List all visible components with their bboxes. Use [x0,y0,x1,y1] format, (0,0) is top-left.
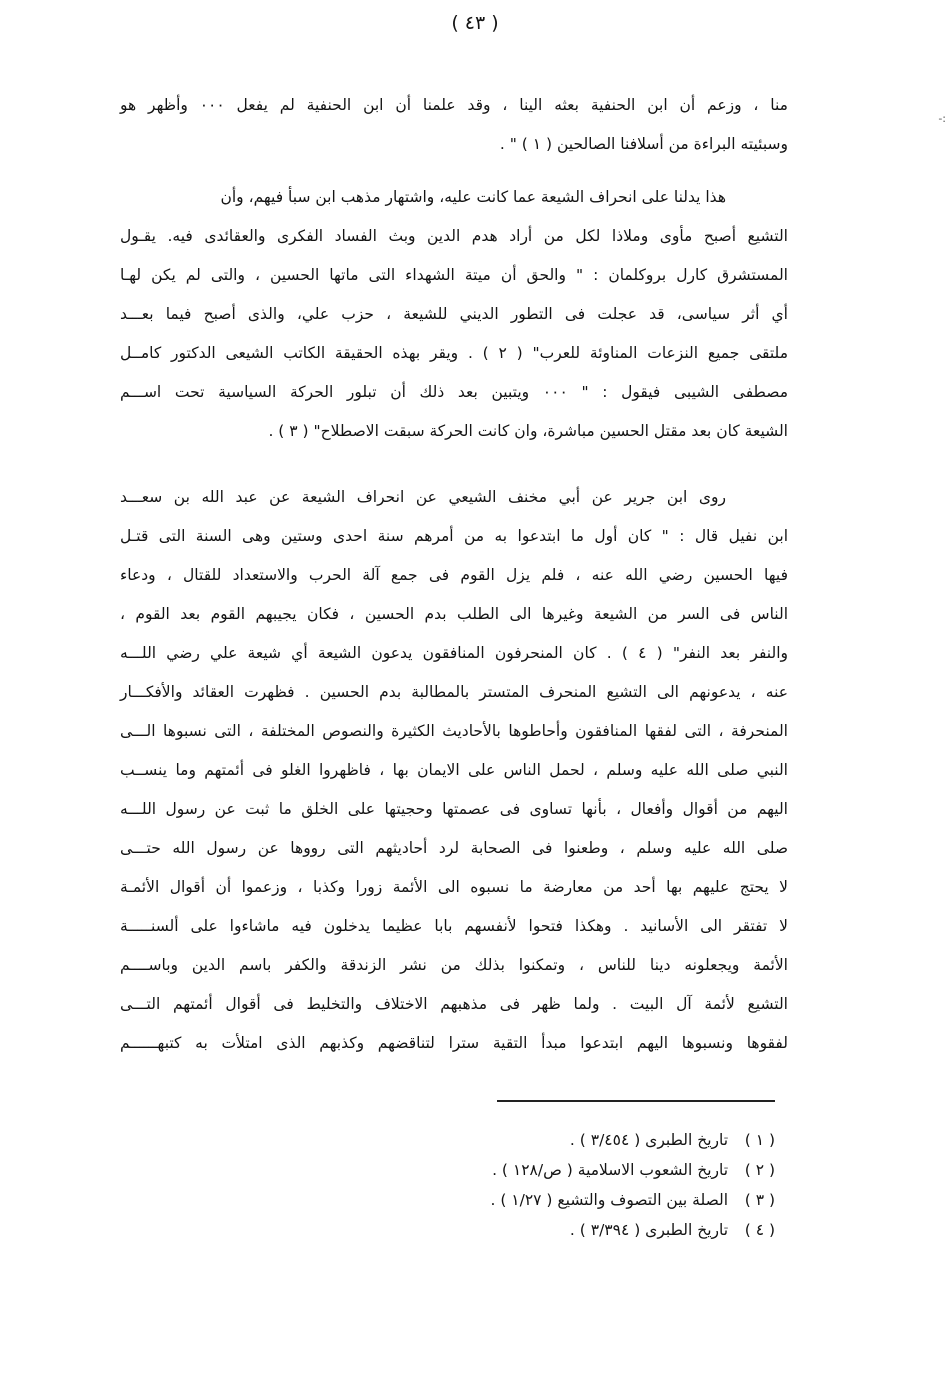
text-line: الشيعة كان بعد مقتل الحسين مباشرة، وان كانت الحركة سبقت الاصطلاح" ( ٣ ) . [268,422,788,440]
paragraph-1 [120,86,788,164]
text-line: صلى الله عليه وسلم ، وطعنوا فى الصحابة لرد أحاديثهم التى رووها عن رسول الله حتـــى [120,839,788,857]
text-line: مصطفى الشيبى فيقول : " ٠٠٠ ويتبين بعد ذلك أن تبلور الحركة السياسية تحت اســـم [120,383,788,401]
page-number: ( ٤٣ ) [451,12,499,34]
paragraph-2 [120,178,788,451]
text-line: ملتقى جميع النزعات المناوئة للعرب" ( ٢ ) . ويقر بهذه الحقيقة الكاتب الشيعى الدكتور كامــل [120,344,788,362]
text-line: النبي صلى الله عليه وسلم ، لحمل الناس على الايمان بها ، فاظهروا الغلو فى أئمتهم وما ينســب [120,761,788,779]
text-line: روى ابن جرير عن أبي مخنف الشيعي عن انحراف الشيعة عن عبد الله بن سعـــد [120,488,726,506]
footnotes [300,1125,775,1245]
text-line: لا تفتقر الى الأسانيد . وهكذا فتحوا لأنفسهم بابا عظيما يدخلون فيه ماشاءوا على ألسنـــــة [120,917,788,935]
text-line: لا يحتج عليهم بها أحد من معارضة ما نسبوه الى الأئمة زورا وكذبا ، وزعموا أن أقوال الأئمـة [120,878,788,896]
footnote-text: الصلة بين التصوف والتشيع ( ١/٢٧ ) . [490,1191,729,1209]
text-line: لفقوها ونسبوها اليهم ابتدعوا مبدأ التقية سترا لتناقضهم وكذبهم الذى امتلأت به كتبهــــــم [120,1034,788,1052]
text-line: والنفر بعد النفر" ( ٤ ) . كان المنحرفون المنافقون يدعون الشيعة أي شيعة علي رضي اللـــه [120,644,788,662]
text-line: هذا يدلنا على انحراف الشيعة عما كانت عليه، واشتهار مذهب ابن سبأ فيهم، وأن [220,188,726,206]
margin-mark: -: [938,112,946,125]
footnote-item [300,1125,775,1155]
text-line: أي أثر سياسى، قد عجلت فى التطور الديني للشيعة ، حزب علي، والذى أصبح فيما بعـــد [120,305,788,323]
footnote-item [300,1185,775,1215]
text-line: ابن نفيل قال : " كان أول ما ابتدعوا به من أمرهم سنة احدى وستين وهى السنة التى قتـل [120,527,788,545]
text-line: المستشرق كارل بروكلمان : " والحق أن ميتة الشهداء التى ماتها الحسين ، والتى لم يكن لهـا [120,266,788,284]
footnote-item [300,1155,775,1185]
text-line: عنه ، يدعونهم الى التشيع المنحرف المتستر بالمطالبة بدم الحسين . فظهرت العقائد والأفكـــار [120,683,788,701]
text-line: التشيع أصبح مأوى وملاذا لكل من أراد هدم الدين وبث الفساد الفكرى والعقائدى فيه. يقـول [120,227,788,245]
footnote-text: تاريخ الطبرى ( ٣/٣٩٤ ) . [569,1221,729,1239]
text-line: فيها الحسين رضي الله عنه ، فلم يزل القوم فى جمع آلة الحرب والاستعداد للقتال ، ودعاء [120,566,788,584]
footnote-divider [497,1100,775,1102]
text-line: اليهم من أقوال وأفعال ، بأنها تساوى فى عصمتها وحجيتها على الخلق ما ثبت عن رسول اللـــه [120,800,788,818]
footnote-number: ( ١ ) [744,1131,775,1149]
footnote-text: تاريخ الطبرى ( ٣/٤٥٤ ) . [569,1131,729,1149]
footnote-item [300,1215,775,1245]
footnote-text: تاريخ الشعوب الاسلامية ( ص/١٢٨ ) . [492,1161,729,1179]
footnote-number: ( ٤ ) [744,1221,775,1239]
footnote-number: ( ٣ ) [744,1191,775,1209]
paragraph-3 [120,478,788,1063]
text-line: الأئمة ويجعلونه دينا للناس ، وتمكنوا بذلك من نشر الزندقة والكفر باسم الدين وباســــم [120,956,788,974]
text-line: المنحرفة ، التى لفقها المنافقون وأحاطوها بالأحاديث الكثيرة والنصوص المختلفة ، التى نسبوها الـــى [120,722,788,740]
text-line: الناس فى السر من الشيعة وغيرها الى الطلب بدم الحسين ، فكان يجيبهم القوم بعد القوم ، [120,605,788,623]
footnote-number: ( ٢ ) [744,1161,775,1179]
text-line: منا ، وزعم أن ابن الحنفية بعثه الينا ، وقد علمنا أن ابن الحنفية لم يفعل ٠٠٠ وأظهر هو [120,96,788,114]
text-line: التشيع لأئمة آل البيت . ولما ظهر فى مذهبهم الاختلاف والتخليط فى أقوال أئمتهم التـــى [120,995,788,1013]
text-line: وسبئيته البراءة من أسلافنا الصالحين ( ١ ) " . [499,135,788,153]
